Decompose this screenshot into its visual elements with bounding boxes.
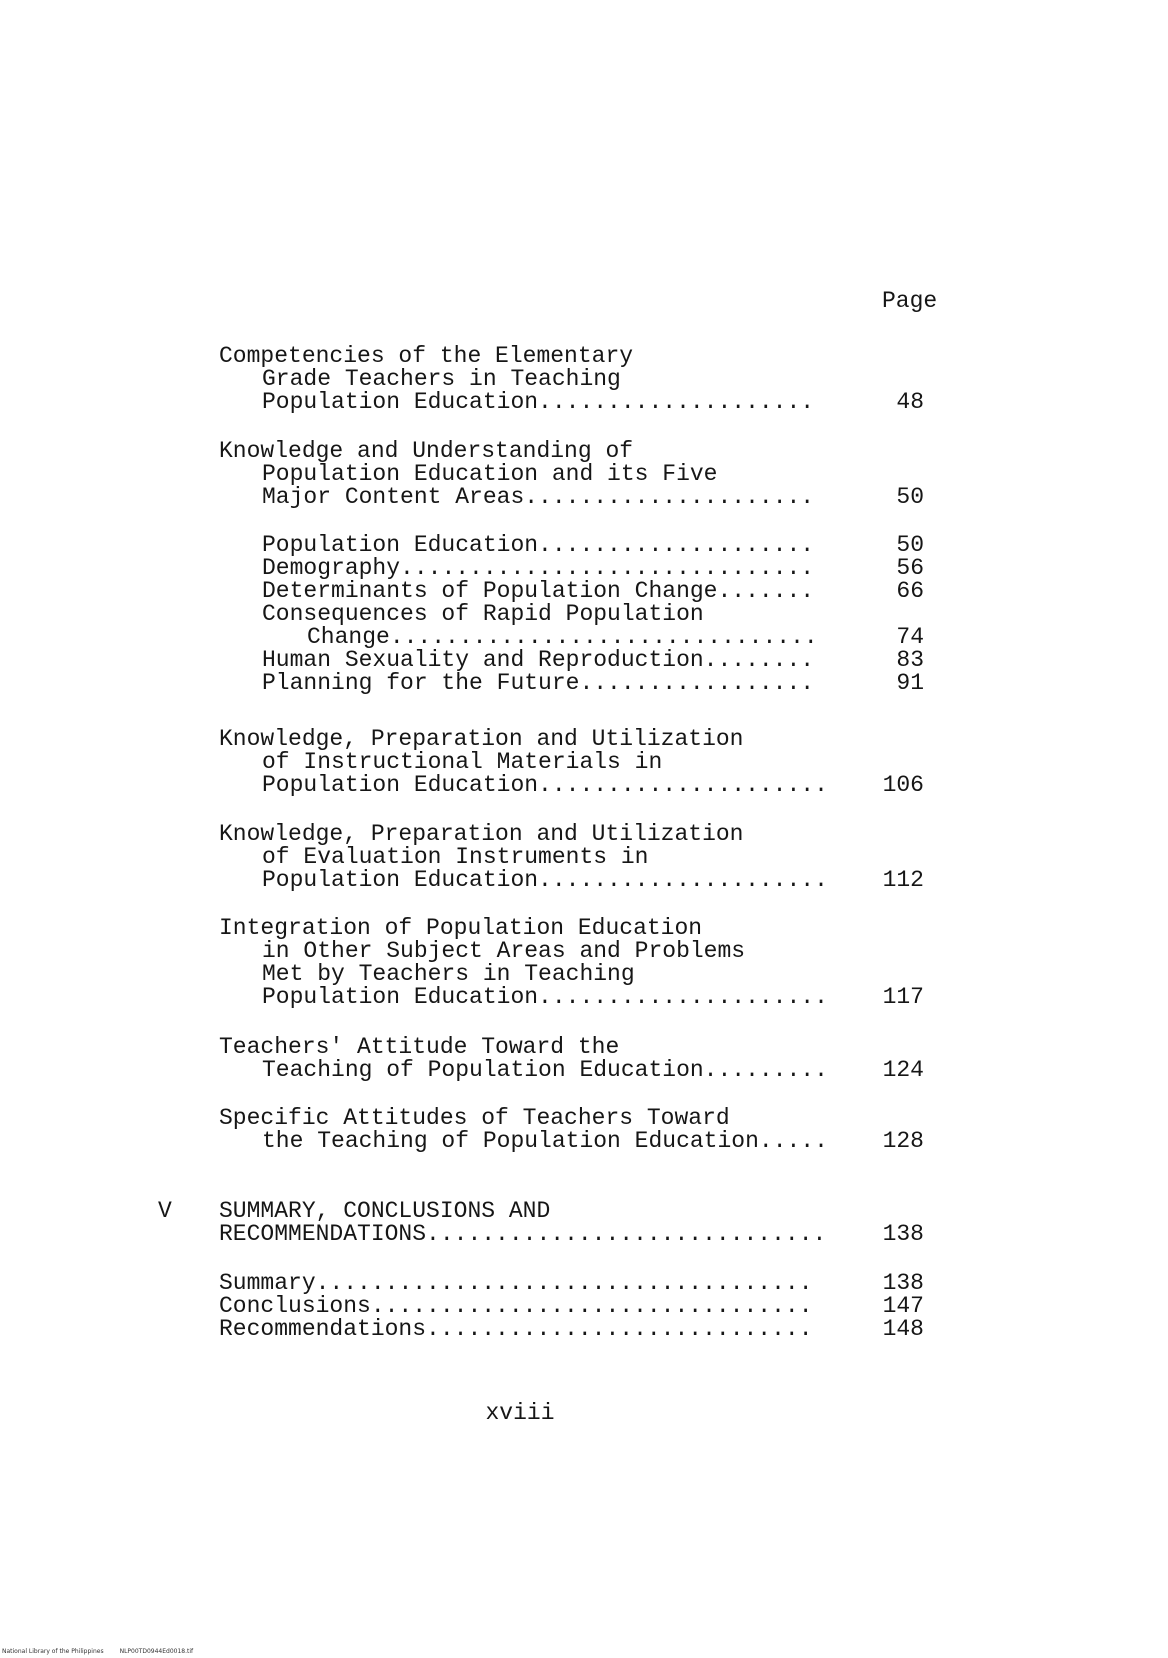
page-header-label: Page <box>882 288 938 314</box>
toc-page-number: 74 <box>896 624 924 650</box>
toc-page-number: 148 <box>882 1316 924 1342</box>
dot-leader: .............................. <box>400 555 815 581</box>
toc-page-number: 138 <box>882 1270 924 1296</box>
toc-page-number: 50 <box>896 484 924 510</box>
dot-leader: ..... <box>758 1128 828 1154</box>
dot-leader: ............................ <box>426 1316 813 1342</box>
dot-leader: ..................... <box>538 867 828 893</box>
toc-page-number: 50 <box>896 532 924 558</box>
toc-page-number: 112 <box>882 867 924 893</box>
toc-entry-line: Specific Attitudes of Teachers Toward <box>219 1105 730 1131</box>
dot-leader: ............................... <box>389 624 818 650</box>
toc-entry-line: Population Education.................... <box>262 389 815 415</box>
toc-page-number: 147 <box>882 1293 924 1319</box>
toc-subitem-line: Human Sexuality and Reproduction........ <box>262 647 815 673</box>
toc-entry-line: Knowledge and Understanding of <box>219 438 634 464</box>
dot-leader: ..................... <box>538 772 828 798</box>
footer-library: National Library of the Philippines <box>2 1648 104 1655</box>
toc-entry-line: Met by Teachers in Teaching <box>262 961 635 987</box>
toc-entry-line: Competencies of the Elementary <box>219 343 634 369</box>
toc-entry-line: Grade Teachers in Teaching <box>262 366 621 392</box>
toc-subitem-line: Conclusions................................ <box>219 1293 813 1319</box>
toc-entry-line: Population Education..................... <box>262 867 828 893</box>
toc-entry-line: Major Content Areas..................... <box>262 484 815 510</box>
toc-entry-line: Population Education and its Five <box>262 461 718 487</box>
dot-leader: ............................. <box>426 1221 827 1247</box>
page-number: xviii <box>485 1400 555 1426</box>
toc-subitem-line: Recommendations............................ <box>219 1316 813 1342</box>
toc-subitem-line: Planning for the Future................. <box>262 670 815 696</box>
dot-leader: ................. <box>579 670 815 696</box>
toc-entry-line: Teachers' Attitude Toward the <box>219 1034 620 1060</box>
dot-leader: ........ <box>703 647 815 673</box>
toc-subitem-line: Change............................... <box>307 624 818 650</box>
toc-subitem-line: Summary.................................... <box>219 1270 813 1296</box>
toc-entry-line: of Instructional Materials in <box>262 749 663 775</box>
toc-page-number: 83 <box>896 647 924 673</box>
toc-entry-line: Knowledge, Preparation and Utilization <box>219 821 744 847</box>
toc-subitem-line: Population Education.................... <box>262 532 815 558</box>
footer-file: NLP00TD0944Ed0018.tif <box>119 1648 194 1655</box>
toc-page-number: 106 <box>882 772 924 798</box>
scan-footer <box>2 1648 193 1655</box>
toc-page-number: 128 <box>882 1128 924 1154</box>
toc-entry-line: Teaching of Population Education......... <box>262 1057 828 1083</box>
toc-subitem-line: Consequences of Rapid Population <box>262 601 704 627</box>
dot-leader: ................................ <box>370 1293 813 1319</box>
toc-entry-line: of Evaluation Instruments in <box>262 844 649 870</box>
toc-page-number: 124 <box>882 1057 924 1083</box>
toc-entry-line: the Teaching of Population Education..... <box>262 1128 828 1154</box>
dot-leader: ..................... <box>538 984 828 1010</box>
toc-entry-line: Integration of Population Education <box>219 915 703 941</box>
dot-leader: ..................... <box>524 484 815 510</box>
toc-page-number: 117 <box>882 984 924 1010</box>
toc-entry-line: Knowledge, Preparation and Utilization <box>219 726 744 752</box>
toc-entry-line: in Other Subject Areas and Problems <box>262 938 746 964</box>
toc-subitem-line: Demography.............................. <box>262 555 815 581</box>
dot-leader: ....... <box>717 578 815 604</box>
chapter-title-line: RECOMMENDATIONS............................. <box>219 1221 827 1247</box>
dot-leader: .................... <box>538 389 815 415</box>
toc-page-number: 56 <box>896 555 924 581</box>
toc-page-number: 66 <box>896 578 924 604</box>
dot-leader: .................... <box>538 532 815 558</box>
chapter-number: V <box>158 1198 172 1224</box>
toc-page-number: 138 <box>882 1221 924 1247</box>
toc-page-number: 48 <box>896 389 924 415</box>
toc-subitem-line: Determinants of Population Change....... <box>262 578 815 604</box>
dot-leader: ......... <box>703 1057 828 1083</box>
toc-page-number: 91 <box>896 670 924 696</box>
chapter-title-line: SUMMARY, CONCLUSIONS AND <box>219 1198 551 1224</box>
dot-leader: .................................... <box>315 1270 813 1296</box>
toc-entry-line: Population Education..................... <box>262 984 828 1010</box>
toc-entry-line: Population Education..................... <box>262 772 828 798</box>
